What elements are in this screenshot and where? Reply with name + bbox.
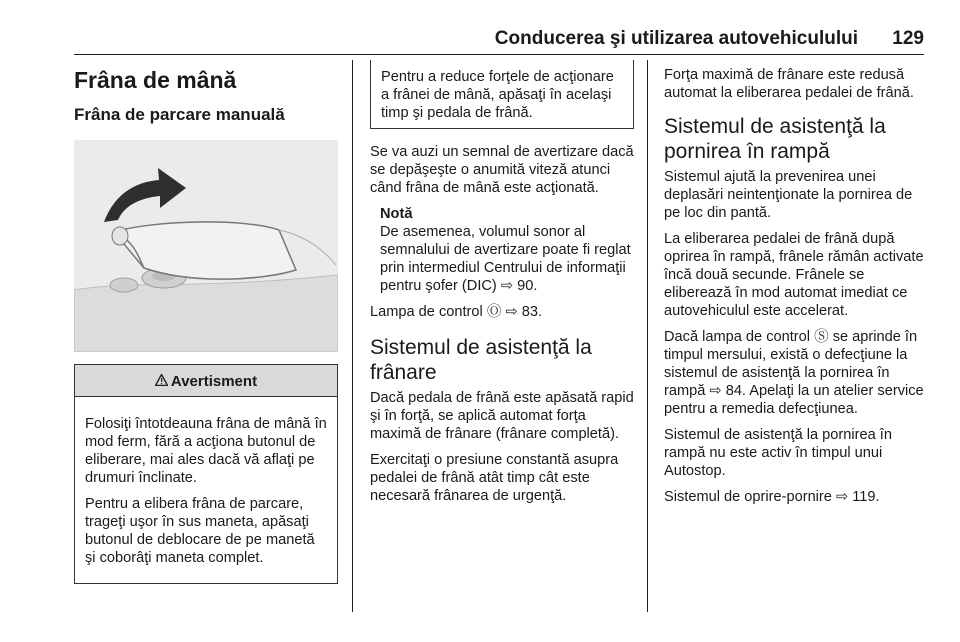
paragraph: Forţa maximă de frânare este redusă automat la eliberarea pedalei de frână. [664, 67, 914, 101]
warning-box [74, 364, 338, 584]
note-block [370, 205, 634, 295]
chapter-title: Conducerea şi utilizarea autovehiculului [494, 28, 858, 49]
warning-triangle-icon [155, 373, 168, 390]
section-title-hill-start-assist: Sistemul de asistenţă la pornirea în rampă [664, 115, 886, 163]
paragraph: Lampa de control Ⓞ ⇨ 83. [370, 304, 543, 320]
tip-box [370, 60, 634, 129]
paragraph: Se va auzi un semnal de avertizare dacă se depăşeşte o anumită viteză atunci când frâna de mână este acţionată. [370, 144, 634, 196]
column-divider [647, 60, 648, 612]
warning-body [75, 397, 337, 583]
paragraph: Dacă pedala de frână este apăsată rapid şi în forţă, se aplică automat forţa maximă de frânare (frânare completă). [370, 390, 634, 442]
subsection-title-manual-parking-brake: Frâna de parcare manuală [74, 105, 285, 124]
paragraph: Dacă lampa de control Ⓢ se aprinde în timpul mersului, există o defecţiune la sistemul de asistenţă la pornirea în rampă ⇨ 84. Apelaţi la un atelier service pentru a remedia defecţiunea. [664, 329, 924, 417]
section-title-brake-assist: Sistemul de asistenţă la frânare [370, 336, 592, 384]
page-number: 129 [892, 28, 924, 49]
warning-title: Avertisment [170, 373, 258, 390]
section-title-handbrake: Frâna de mână [74, 67, 237, 93]
column-2 [370, 60, 634, 513]
column-1 [74, 60, 338, 584]
handbrake-drawing [74, 140, 338, 352]
warning-header [75, 365, 337, 397]
paragraph: La eliberarea pedalei de frână după oprirea în rampă, frânele rămân activate încă două secunde. Frânele se eliberează în mod automat imediat ce autovehiculul este accelerat. [664, 231, 924, 319]
warning-paragraph: Folosiţi întotdeauna frâna de mână în mod ferm, fără a acţiona butonul de eliberare, mai ales dacă vă aflaţi pe drumuri înclinate. [85, 416, 327, 486]
column-3 [664, 60, 930, 514]
paragraph: Sistemul de oprire-pornire ⇨ 119. [664, 489, 880, 505]
paragraph: Sistemul ajută la prevenirea unei deplasări neintenţionate la pornirea de pe loc din pantă. [664, 169, 913, 221]
paragraph: Sistemul de asistenţă la pornirea în rampă nu este activ în timpul unui Autostop. [664, 427, 892, 479]
page-header [74, 26, 924, 55]
handbrake-illustration [74, 140, 338, 352]
note-text: De asemenea, volumul sonor al semnalului de avertizare poate fi reglat prin intermediul Centrului de informaţii pentru şofer (DIC) ⇨ 90. [380, 224, 631, 294]
column-divider [352, 60, 353, 612]
tip-text: Pentru a reduce forţele de acţionare a frânei de mână, apăsaţi în acelaşi timp şi pedala de frână. [381, 69, 614, 121]
paragraph: Exercitaţi o presiune constantă asupra pedalei de frână atât timp cât este necesară frânarea de urgenţă. [370, 452, 619, 504]
note-title: Notă [380, 206, 413, 222]
warning-paragraph: Pentru a elibera frâna de parcare, trageţi uşor în sus maneta, apăsaţi butonul de deblocare de pe manetă şi coborâţi maneta complet. [85, 496, 315, 566]
